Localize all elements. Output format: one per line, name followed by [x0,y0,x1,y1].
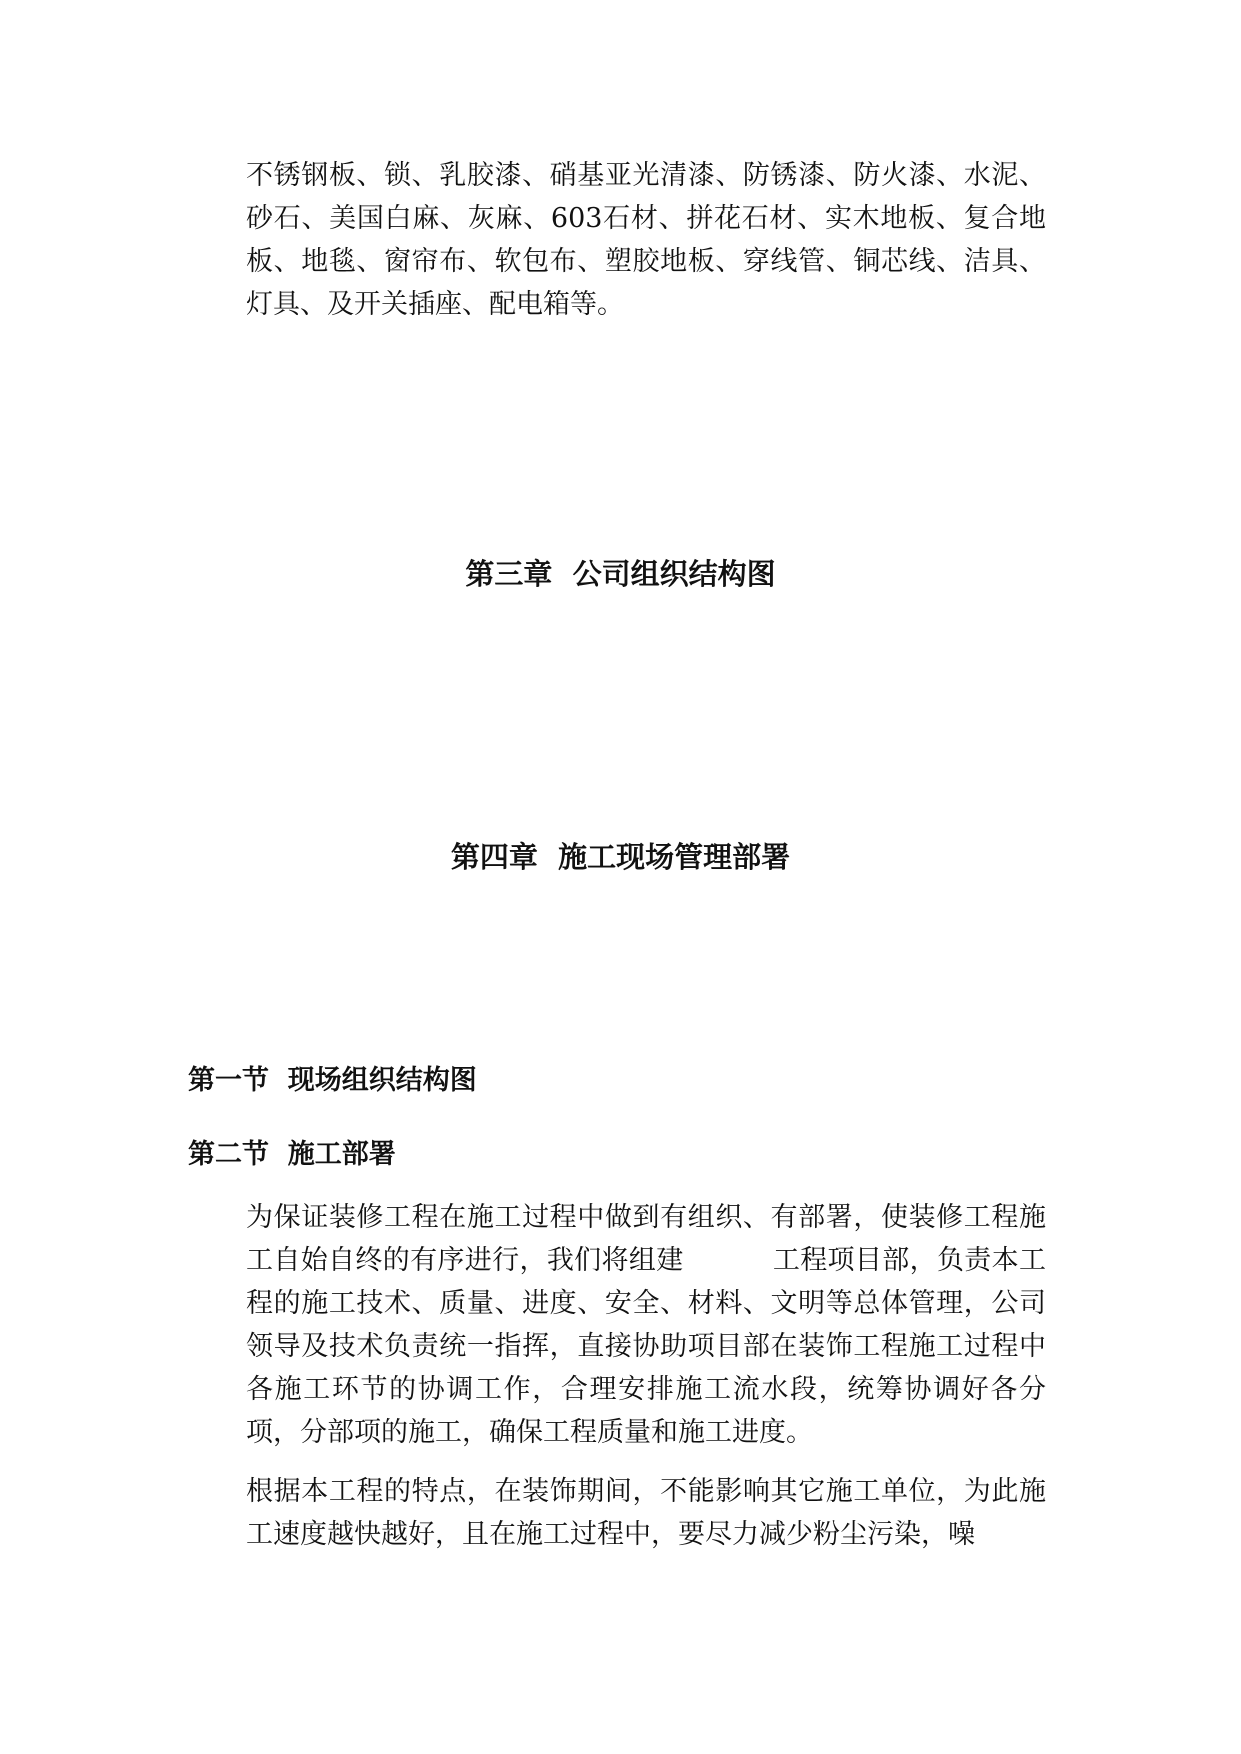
deployment-paragraph: 为保证装修工程在施工过程中做到有组织、有部署，使装修工程施工自始自终的有序进行，我们将组建 工程项目部，负责本工程的施工技术、质量、进度、安全、材料、文明等总体管理，公司领导及技术负责统一指挥，直接协助项目部在装饰工程施工过程中各施工环节的协调工作，合理安排施工流水段，统筹协调好各分项，分部项的施工，确保工程质量和施工进度。 [246,1202,1046,1448]
project-characteristics-paragraph: 根据本工程的特点，在装饰期间，不能影响其它施工单位，为此施工速度越快越好，且在施工过程中，要尽力减少粉尘污染，噪 [246,1476,1046,1550]
section-2-title: 第二节 施工部署 [188,1139,396,1170]
section-1-title: 第一节 现场组织结构图 [188,1065,477,1096]
chapter-3-title: 第三章 公司组织结构图 [465,557,776,591]
chapter-4-title: 第四章 施工现场管理部署 [450,840,791,874]
materials-paragraph: 不锈钢板、锁、乳胶漆、硝基亚光清漆、防锈漆、防火漆、水泥、砂石、美国白麻、灰麻、603石材、拼花石材、实木地板、复合地板、地毯、窗帘布、软包布、塑胶地板、穿线管、铜芯线、洁具、灯具、及开关插座、配电箱等。 [246,160,1046,320]
